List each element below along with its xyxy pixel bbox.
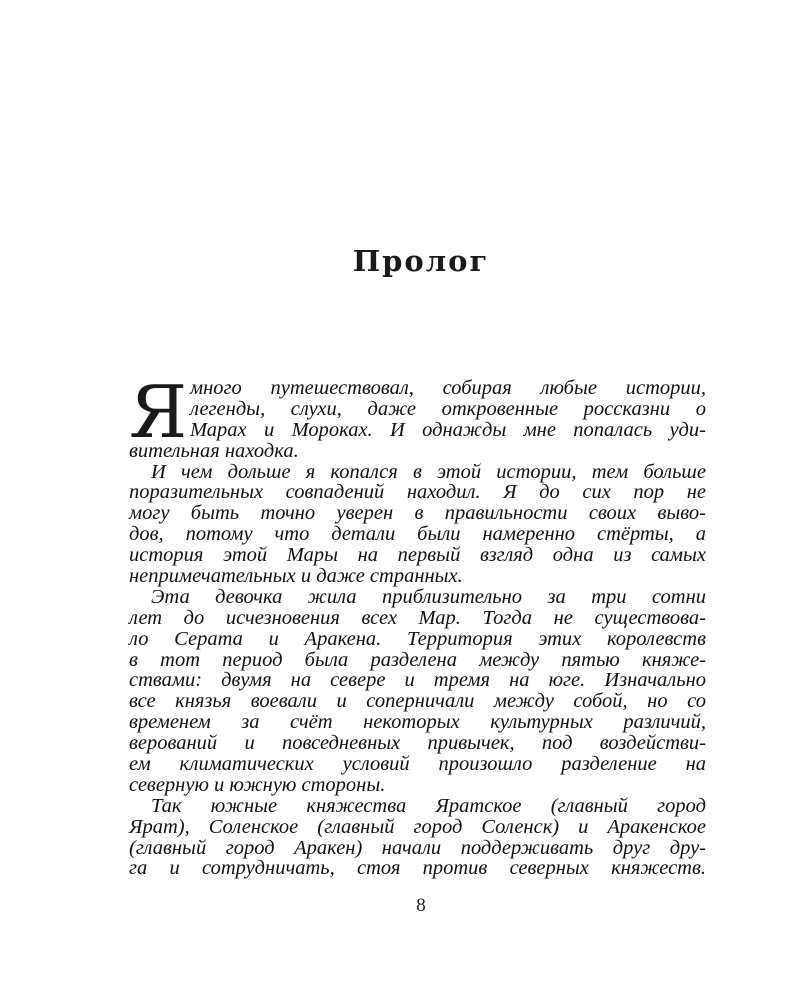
text-line: га и сотрудничать, стоя против северных княжеств.	[129, 857, 706, 880]
text-line: (главный город Аракен) начали поддерживать друг дру-	[129, 836, 706, 859]
text-line: Ярат), Соленское (главный город Соленск) и Аракенское	[129, 815, 706, 838]
text-line: все князья воевали и соперничали между собой, но со	[129, 690, 706, 713]
text-line: ем климатических условий произошло разделение на	[129, 753, 706, 776]
text-line: ло Серата и Аракена. Территория этих королевств	[129, 627, 706, 650]
chapter-title: Пролог	[352, 244, 490, 278]
text-line: временем за счёт некоторых культурных различий,	[129, 711, 706, 734]
drop-cap: Я	[129, 370, 188, 454]
text-line: северную и южную стороны.	[129, 773, 386, 796]
text-line: И чем дольше я копался в этой истории, тем больше	[151, 460, 706, 483]
text-line: легенды, слухи, даже откровенные россказни о	[190, 397, 706, 420]
text-line: в тот период была разделена между пятью княже-	[129, 648, 706, 671]
text-line: ствами: двумя на севере и тремя на юге. Изначально	[129, 669, 706, 692]
text-line: лет до исчезновения всех Мар. Тогда не существова-	[129, 606, 706, 629]
text-line: дов, потому что детали были намеренно стёрты, а	[129, 523, 706, 546]
text-line: верований и повседневных привычек, под воздействи-	[129, 732, 706, 755]
text-line: поразительных совпадений находил. Я до сих пор не	[129, 481, 706, 504]
text-line: Марах и Мороках. И однажды мне попалась уди-	[190, 418, 706, 441]
text-line: Так южные княжества Яратское (главный город	[151, 794, 706, 817]
chapter-text	[129, 370, 706, 880]
text-line: вительная находка.	[129, 439, 299, 462]
page-number: 8	[416, 895, 426, 916]
text-line: непримечательных и даже странных.	[129, 565, 463, 588]
text-line: много путешествовал, собирая любые истории,	[190, 377, 706, 399]
text-line: история этой Мары на первый взгляд одна из самых	[129, 544, 706, 567]
text-line: Эта девочка жила приблизительно за три сотни	[151, 585, 706, 608]
text-line: могу быть точно уверен в правильности своих выво-	[129, 502, 706, 525]
